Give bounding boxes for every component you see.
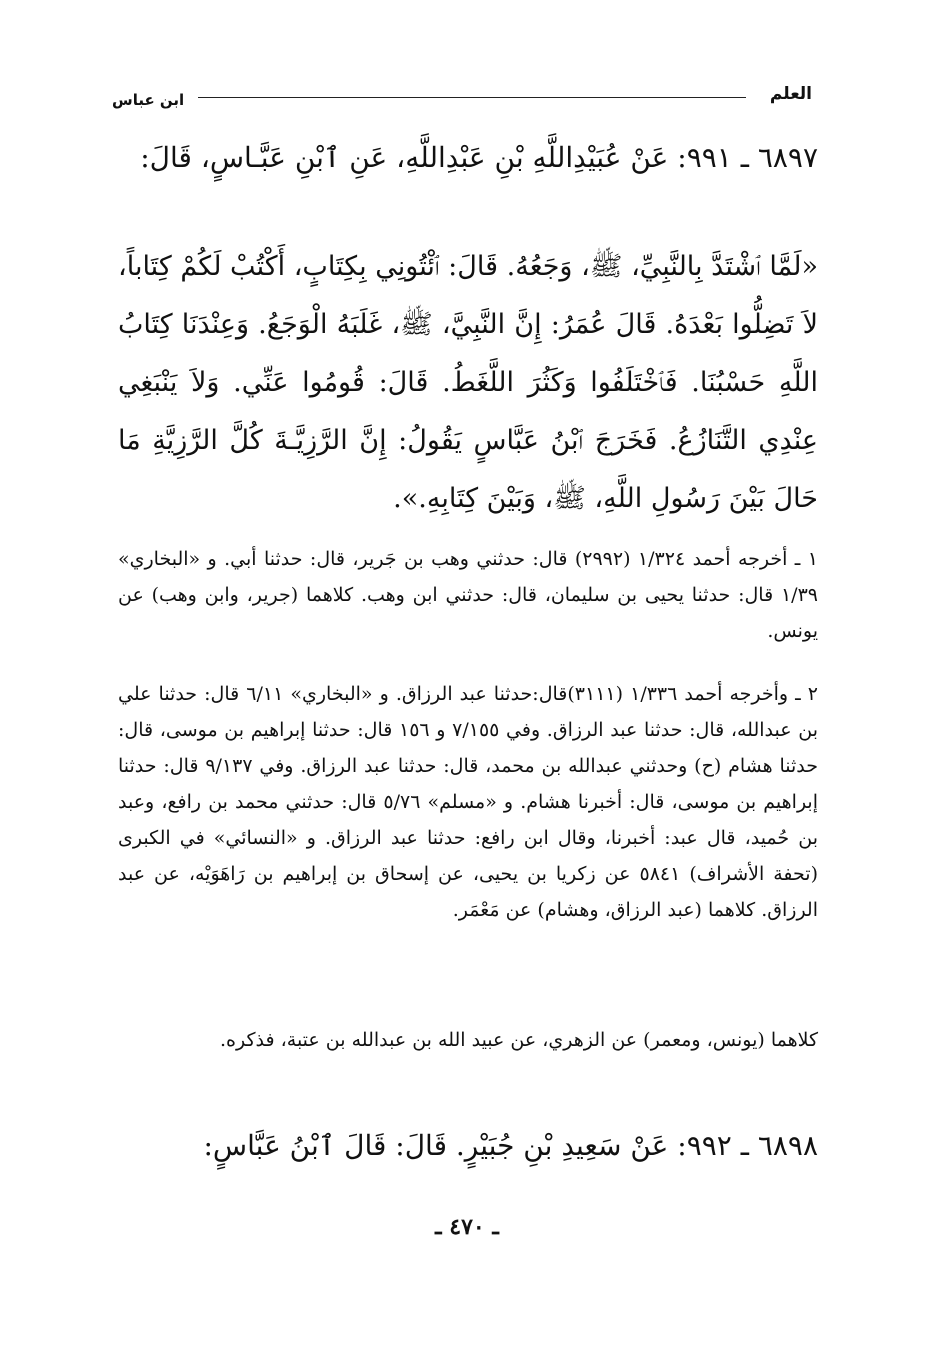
hadith-6898-heading: ٦٨٩٨ ـ ٩٩٢: عَنْ سَعِيدِ بْنِ جُبَيْرٍ. قَالَ: قَالَ ٱبْنُ عَبَّاسٍ: bbox=[203, 1129, 818, 1162]
hadith-6897-text: «لَمَّا ٱشْتَدَّ بِالنَّبِيِّ، ﷺ، وَجَعُهُ. قَالَ: ٱئْتُونِي بِكِتَابٍ، أَكْتُبْ لَكُمْ كِتَاباً، لاَ تَضِلُّوا بَعْدَهُ. قَالَ عُمَرُ: إِنَّ النَّبِيَّ، ﷺ، غَلَبَهُ الْوَجَعُ. وَعِنْدَنَا كِتَابُ اللَّهِ حَسْبُنَا. فَٱخْتَلَفُوا وَكَثُرَ اللَّغَطُ. قَالَ: قُومُوا عَنِّي. وَلاَ يَنْبَغِي عِنْدِي التَّنَازُعُ. فَخَرَجَ ٱبْنُ عَبَّاسٍ يَقُولُ: إِنَّ الرَّزِيَّـةَ كُلَّ الرَّزِيَّةِ مَا حَالَ بَيْنَ رَسُولِ اللَّهِ، ﷺ، وَبَيْنَ كِتَابِهِ.». bbox=[118, 251, 818, 514]
footnote-1: ١ ـ أخرجه أحمد ١/٣٢٤ (٢٩٩٢) قال: حدثني وهب بن جَرير، قال: حدثنا أبي. و «البخاري» ١/٣٩ قال: حدثنا يحيى بن سليمان، قال: حدثني ابن وهب. كلاهما (جرير، وابن وهب) عن يونس. bbox=[118, 548, 818, 642]
header-section-title: ابن عباس bbox=[112, 91, 185, 109]
running-header bbox=[112, 84, 812, 109]
footnote-3: كلاهما (يونس، ومعمر) عن الزهري، عن عبيد الله بن عبدالله بن عتبة، فذكره. bbox=[220, 1029, 818, 1051]
page-number: ـ ٤٧٠ ـ bbox=[435, 1214, 499, 1240]
header-chapter-title: العلم bbox=[769, 84, 812, 104]
footnote-2: ٢ ـ وأخرجه أحمد ١/٣٣٦ (٣١١١)قال:حدثنا عبد الرزاق. و «البخاري» ٦/١١ قال: حدثنا علي بن عبدالله، قال: حدثنا عبد الرزاق. وفي ٧/١٥٥ و ١٥٦ قال: حدثنا إبراهيم بن موسى، قال: حدثنا هشام (ح) وحدثني عبدالله بن محمد، قال: حدثنا عبد الرزاق. وفي ٩/١٣٧ قال: حدثنا إبراهيم بن موسى، قال: أخبرنا هشام. و «مسلم» ٥/٧٦ قال: حدثني محمد بن رافع، وعبد بن حُميد، قال عبد: أخبرنا، وقال ابن رافع: حدثنا عبد الرزاق. و «النسائي» في الكبرى (تحفة الأشراف) ٥٨٤١ عن زكريا بن يحيى، عن إسحاق بن إبراهيم بن رَاهَوَيْه، عن عبد الرزاق. كلاهما (عبد الرزاق، وهشام) عن مَعْمَر. bbox=[118, 683, 819, 921]
header-rule bbox=[198, 97, 746, 98]
hadith-6897-heading: ٦٨٩٧ ـ ٩٩١: عَنْ عُبَيْدِاللَّهِ بْنِ عَبْدِاللَّهِ، عَنِ ٱبْنِ عَبَّـاسٍ، قَالَ: bbox=[140, 141, 818, 174]
